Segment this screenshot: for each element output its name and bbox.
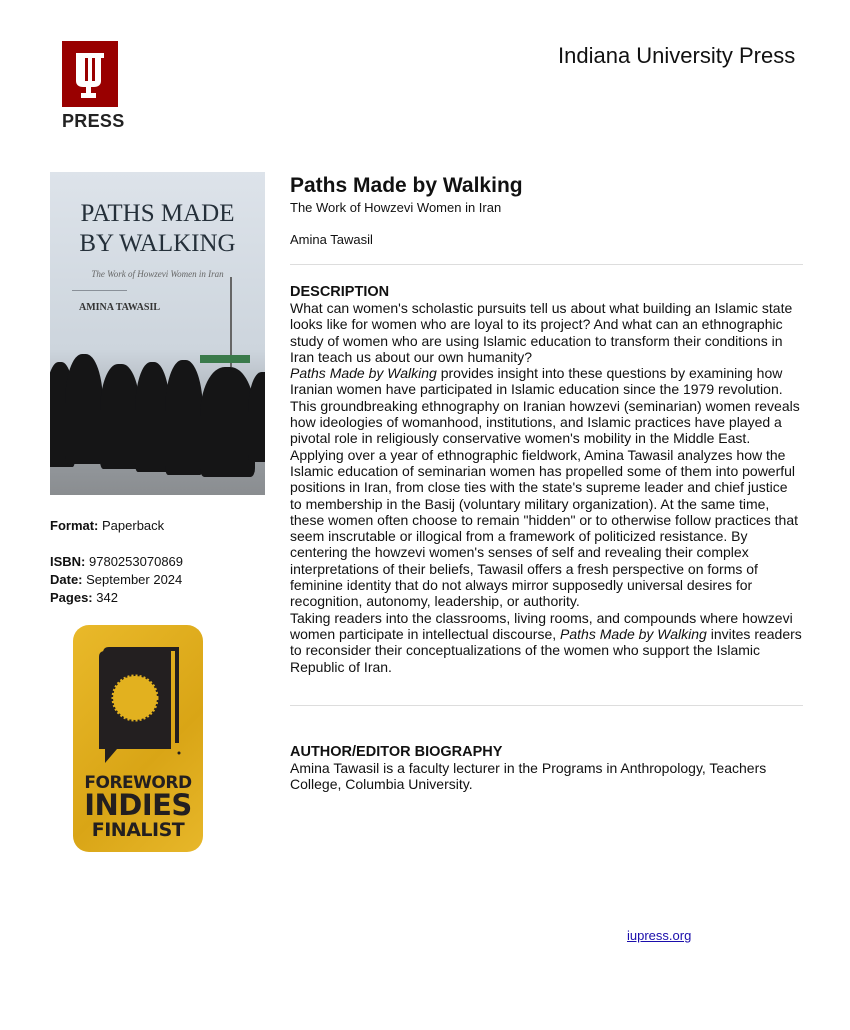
iu-logo [62, 41, 118, 107]
iu-trident-icon [62, 41, 118, 107]
paragraph-text: Taking readers into the classrooms, living rooms, and compounds where howzevi women participate in intellectual discourse, [290, 609, 793, 642]
description-paragraph-1: What can women's scholastic pursuits tell us about what building an Islamic state looks like for women who are loyal to its project? And what can an ethnographic study of women who are using Islamic education to transform their conditions in Iran teach us about our own humanity? [290, 300, 793, 365]
bio-text: Amina Tawasil is a faculty lecturer in the Programs in Anthropology, Teachers College, Columbia University. [290, 759, 767, 793]
book-cover [50, 172, 265, 495]
badge-line-1: FOREWORD [84, 773, 192, 793]
format-label: Format: [50, 518, 99, 533]
paragraph-text: invites readers to reconsider their conceptualizations of the women who support the Islamic Republic of Iran. [290, 625, 802, 675]
paragraph-text: provides insight into these questions by examining how Iranian women have participated in Islamic education since the 1979 revolution. This groundbreaking ethnography on Iranian howzevi (seminarian) women reveals how ideologies of womanhood, institutions, and Islamic practices have played a pivotal role in religiously conservative women's mobility in the Middle East. Applying over a year of ethnographic fieldwork, Amina Tawasil analyzes how the Islamic education of seminarian women has propelled some of them into powerful positions in Iran, from close ties with the state's supreme leader and chief justice to membership in the Basij (voluntary military organization). At the same time, these women often choose to remain "hidden" or to otherwise follow practices that seem inscrutable or illogical from a framework of politicized resistance. By centering the howzevi women's senses of self and revealing their complex interpretations of their beliefs, Tawasil offers a fresh perspective on forms of feminine identity that do not always mirror supposedly universal desires for recognition, autonomy, leadership, or authority. [290, 365, 800, 610]
book-seal-icon [95, 643, 185, 768]
divider [290, 264, 803, 265]
description-heading: DESCRIPTION [290, 284, 390, 300]
isbn-label: ISBN: [50, 554, 86, 569]
date-label: Date: [50, 572, 83, 587]
pages-label: Pages: [50, 590, 93, 605]
pages-value: 342 [96, 590, 118, 605]
iupress-link[interactable]: iupress.org [627, 928, 692, 943]
book-title-italic: Paths Made by Walking [560, 625, 707, 642]
cover-subtitle: The Work of Howzevi Women in Iran [91, 269, 224, 279]
main-content [290, 174, 803, 792]
description-paragraph-2 [290, 365, 803, 609]
date-value: September 2024 [86, 572, 183, 587]
book-title: Paths Made by Walking [290, 174, 523, 197]
cover-title-2: BY WALKING [79, 230, 236, 257]
logo-text: PRESS [62, 111, 125, 131]
book-title-italic: Paths Made by Walking [290, 365, 437, 382]
book-author: Amina Tawasil [290, 232, 373, 247]
publisher-name: Indiana University Press [558, 43, 796, 68]
isbn-value: 9780253070869 [89, 554, 184, 569]
foreword-indies-finalist-badge [73, 625, 203, 852]
badge-line-2: INDIES [84, 788, 192, 822]
book-metadata [50, 517, 183, 607]
description-paragraph-3 [290, 610, 803, 675]
cover-title-1: PATHS MADE [80, 200, 235, 227]
divider [290, 705, 803, 706]
cover-author: AMINA TAWASIL [78, 302, 161, 313]
bio-heading: AUTHOR/EDITOR BIOGRAPHY [290, 743, 503, 760]
badge-line-3: FINALIST [91, 819, 185, 841]
format-value: Paperback [102, 518, 165, 533]
book-subtitle: The Work of Howzevi Women in Iran [290, 200, 502, 215]
description-body [290, 300, 803, 675]
